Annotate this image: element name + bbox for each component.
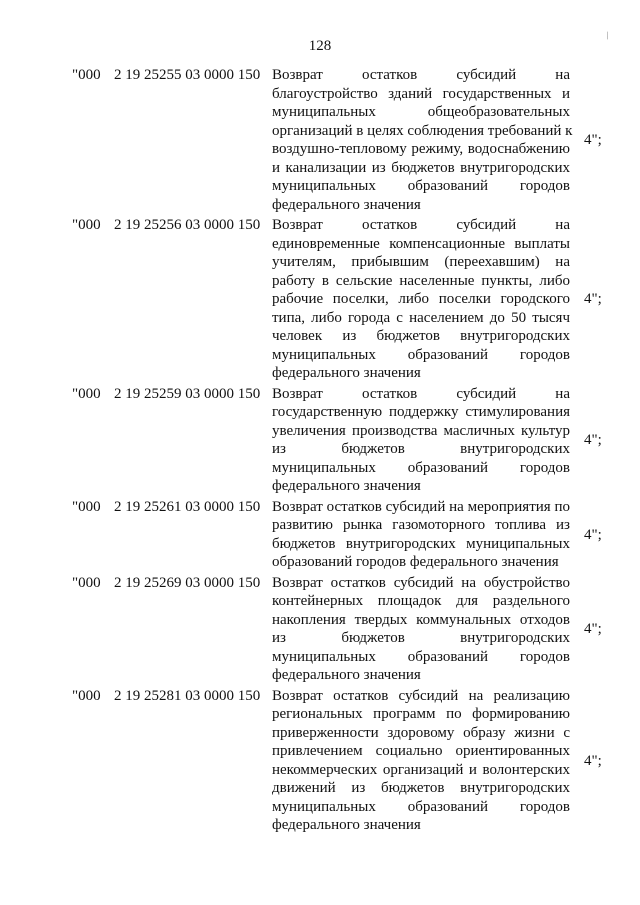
entry-suffix: 4";: [584, 620, 602, 637]
description-line: единовременные компенсационные выплаты: [272, 235, 570, 252]
entry-prefix: "000: [72, 498, 101, 515]
entry-description: [272, 687, 570, 835]
description-line: некоммерческих организаций и волонтерских: [272, 761, 570, 778]
description-line: федерального значения: [272, 365, 421, 381]
budget-classification-code: 2 19 25269 03 0000 150: [114, 574, 261, 591]
corner-mark: /: [604, 29, 612, 43]
description-line: муниципальных образований городов: [272, 346, 570, 363]
entry-prefix: "000: [72, 574, 101, 591]
description-line: и канализации из бюджетов внутригородских: [272, 159, 570, 176]
description-line: контейнерных площадок для раздельного: [272, 593, 570, 609]
description-line: учителям, прибывшим (переехавшим) на: [272, 254, 570, 270]
budget-code-list: [0, 66, 640, 837]
description-line: накопления твердых коммунальных отходов: [272, 611, 570, 628]
description-line: муниципальных общеобразовательных: [272, 104, 570, 120]
budget-code-entry: [0, 385, 640, 496]
description-line: федерального значения: [272, 817, 421, 833]
description-line: федерального значения: [272, 478, 421, 494]
entry-prefix: "000: [72, 67, 101, 83]
description-line: развитию рынка газомоторного топлива из: [272, 517, 570, 533]
entry-description: [272, 66, 573, 214]
entry-suffix: 4";: [584, 526, 602, 543]
description-line: Возврат остатков субсидий на обустройство: [272, 574, 570, 591]
entry-suffix: 4";: [584, 131, 602, 148]
description-line: приверженности здоровому образу жизни с: [272, 724, 570, 741]
entry-prefix: "000: [72, 217, 101, 233]
description-line: Возврат остатков субсидий на: [272, 217, 570, 233]
budget-classification-code: 2 19 25259 03 0000 150: [114, 385, 261, 402]
description-line: привлечением социально ориентированных: [272, 743, 570, 759]
budget-classification-code: 2 19 25261 03 0000 150: [114, 498, 261, 515]
description-line: федерального значения: [272, 667, 421, 683]
description-line: организаций в целях соблюдения требований к: [272, 122, 573, 139]
description-line: работу в сельские населенные пункты, либо: [272, 272, 570, 289]
budget-code-entry: [0, 216, 640, 383]
entry-prefix: "000: [72, 385, 101, 402]
description-line: бюджетов внутригородских муниципальных: [272, 535, 570, 552]
description-line: муниципальных образований городов: [272, 798, 570, 815]
description-line: федерального значения: [272, 196, 421, 213]
entry-description: [272, 574, 570, 685]
description-line: из бюджетов внутригородских: [272, 630, 570, 646]
entry-description: [272, 216, 570, 383]
description-line: Возврат остатков субсидий на: [272, 67, 570, 83]
entry-suffix: 4";: [584, 431, 602, 448]
description-line: муниципальных образований городов: [272, 648, 570, 665]
description-line: типа, либо города с населением до 50 тысяч: [272, 309, 570, 326]
description-line: движений из бюджетов внутригородских: [272, 780, 570, 796]
page-number: 128: [308, 38, 332, 54]
description-line: воздушно-тепловому режиму, водоснабжению: [272, 141, 570, 157]
description-line: региональных программ по формированию: [272, 706, 570, 722]
description-line: муниципальных образований городов: [272, 178, 570, 194]
budget-classification-code: 2 19 25281 03 0000 150: [114, 687, 261, 704]
entry-suffix: 4";: [584, 752, 602, 769]
description-line: увеличения производства масличных культур: [272, 422, 570, 439]
description-line: благоустройство зданий государственных и: [272, 85, 570, 102]
entry-description: [272, 498, 570, 572]
budget-classification-code: 2 19 25256 03 0000 150: [114, 217, 261, 233]
budget-code-entry: [0, 498, 640, 572]
description-line: Возврат остатков субсидий на реализацию: [272, 687, 570, 704]
entry-suffix: 4";: [584, 291, 602, 307]
description-line: муниципальных образований городов: [272, 459, 570, 476]
entry-description: [272, 385, 570, 496]
budget-classification-code: 2 19 25255 03 0000 150: [114, 67, 261, 83]
description-line: государственную поддержку стимулирования: [272, 404, 570, 420]
description-line: рабочие поселки, либо поселки городского: [272, 291, 570, 307]
budget-code-entry: [0, 66, 640, 214]
description-line: образований городов федерального значения: [272, 554, 559, 570]
entry-prefix: "000: [72, 687, 101, 704]
budget-code-entry: [0, 687, 640, 835]
budget-code-entry: [0, 574, 640, 685]
description-line: Возврат остатков субсидий на: [272, 385, 570, 402]
description-line: Возврат остатков субсидий на мероприятия по: [272, 498, 570, 515]
description-line: человек из бюджетов внутригородских: [272, 328, 570, 344]
description-line: из бюджетов внутригородских: [272, 441, 570, 457]
